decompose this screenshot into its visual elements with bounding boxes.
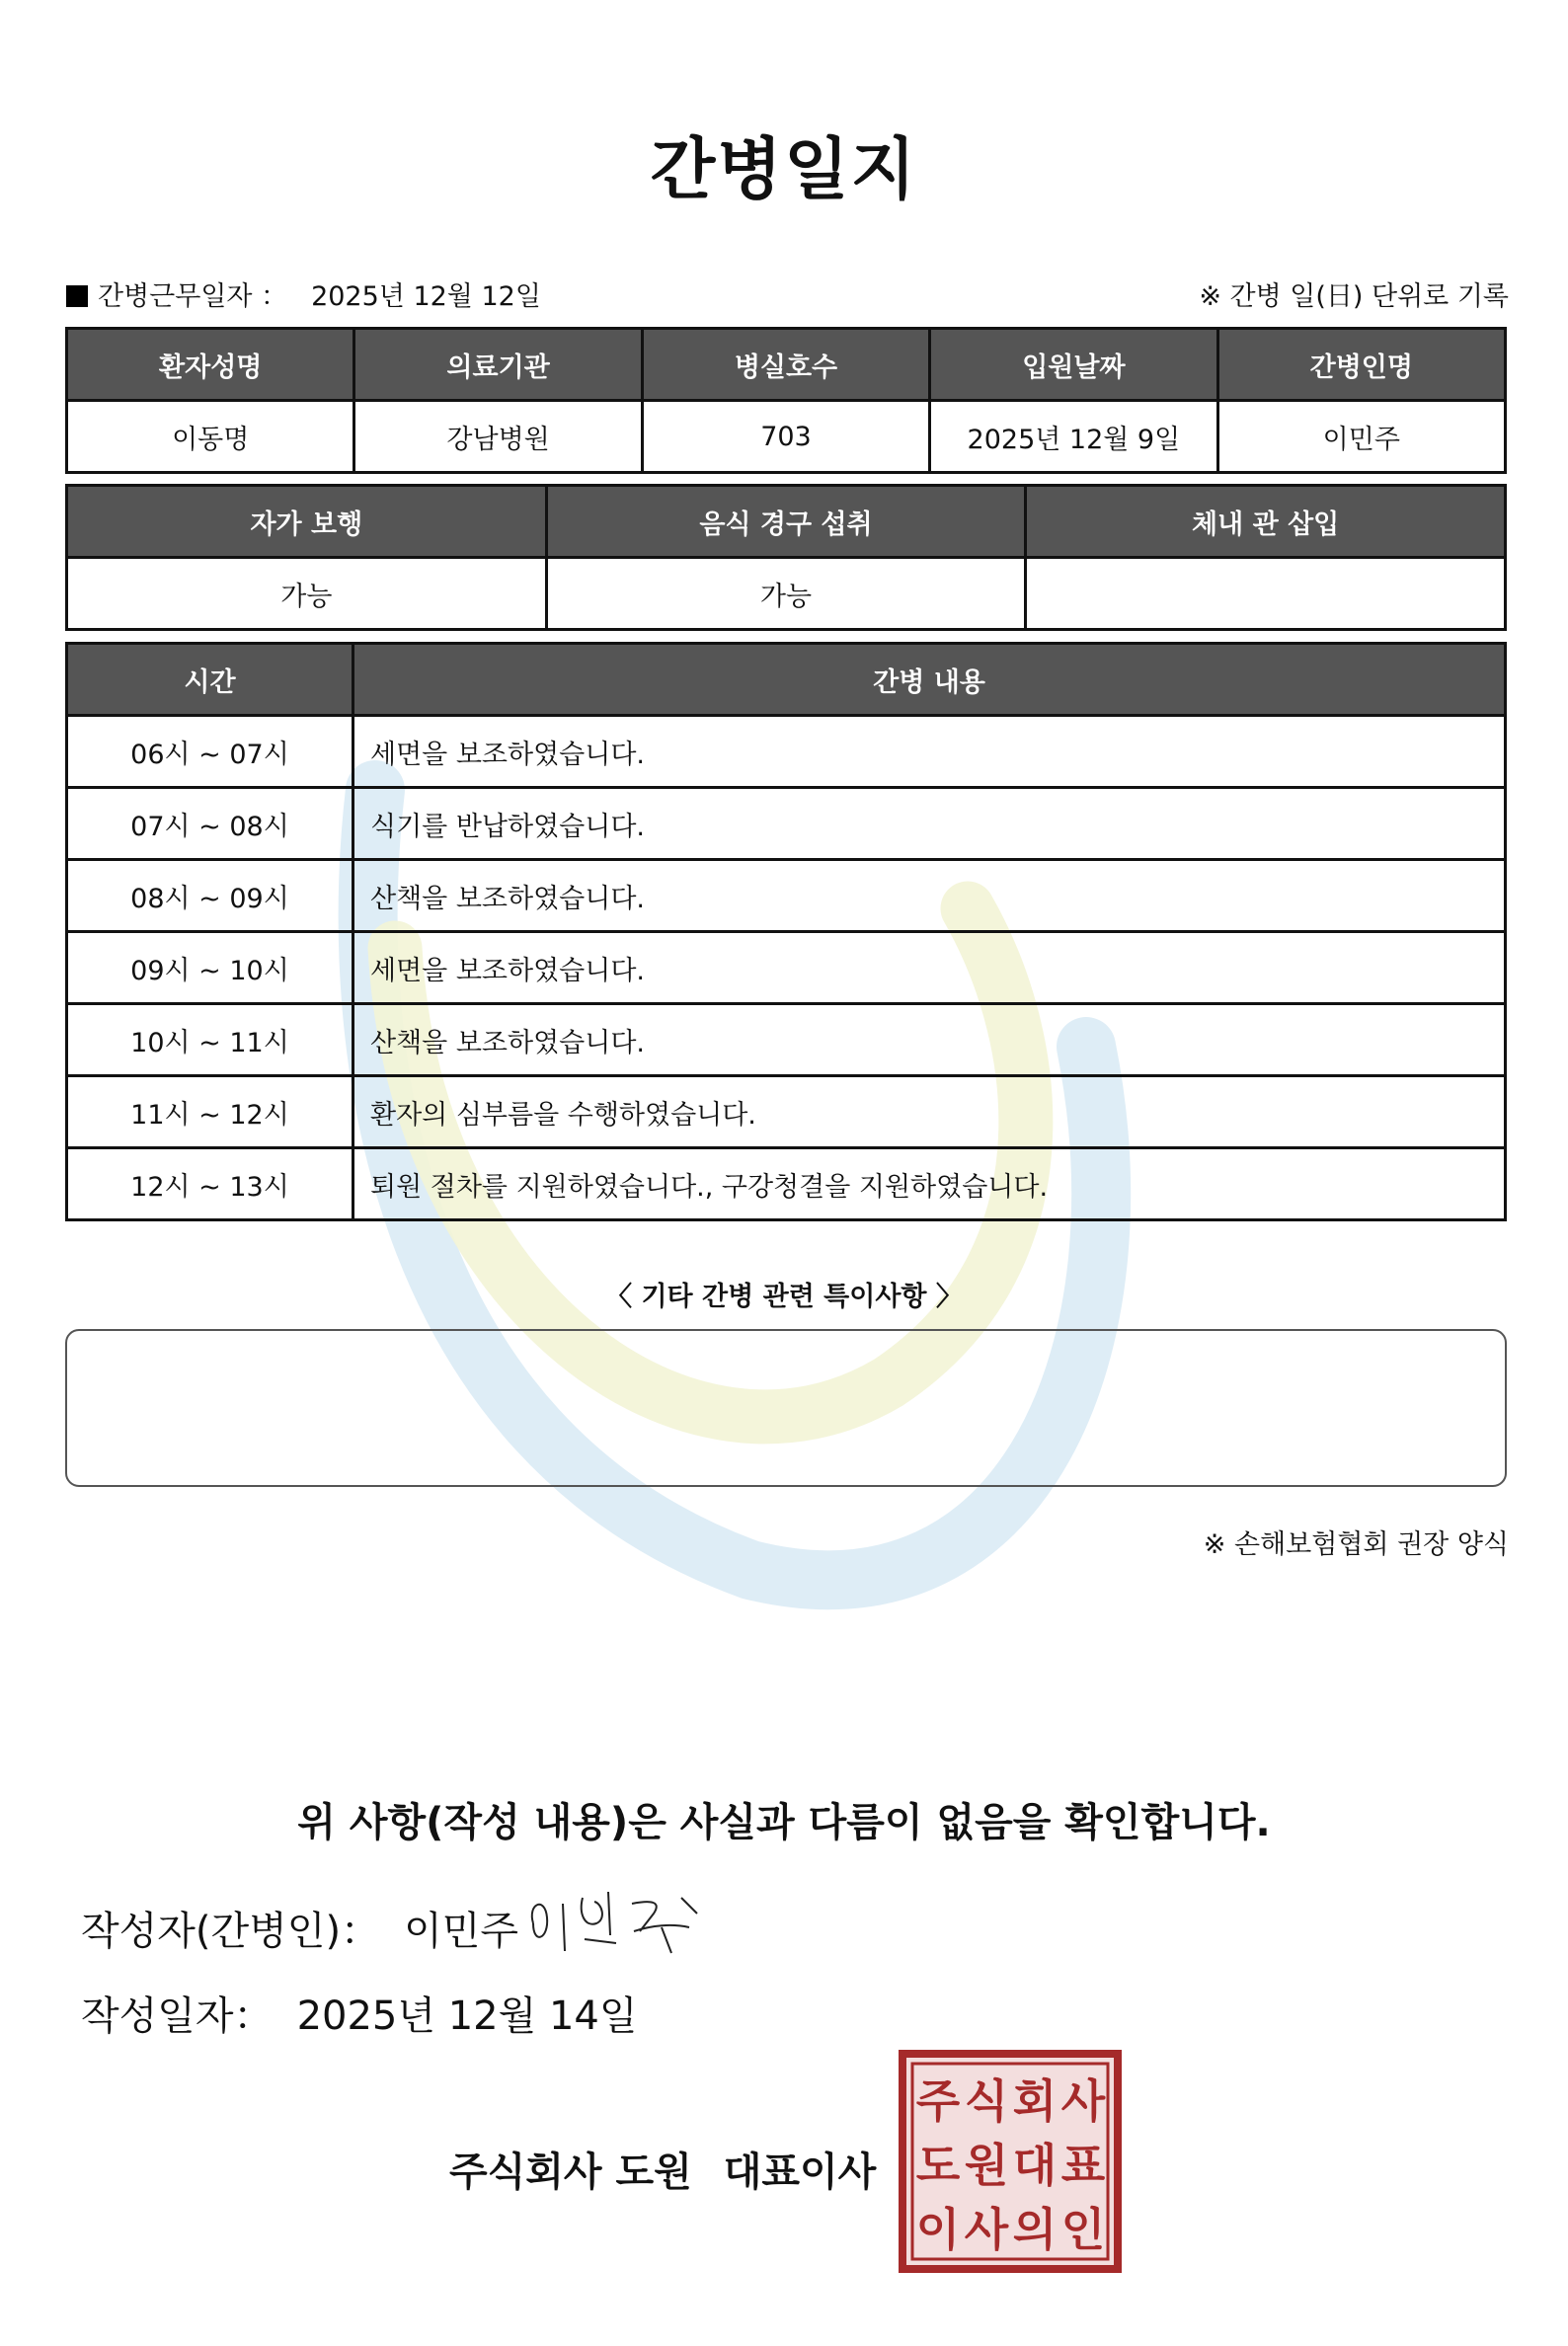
row-content: 식기를 반납하였습니다. bbox=[353, 788, 1506, 860]
svg-text:인: 인 bbox=[1060, 2203, 1106, 2256]
table-row bbox=[67, 1148, 1506, 1220]
table-row bbox=[67, 860, 1506, 932]
work-date-value: 2025년 12월 12일 bbox=[311, 281, 541, 312]
caregiver-name: 이민주 bbox=[1217, 401, 1505, 473]
header-hospital: 의료기관 bbox=[354, 329, 642, 401]
svg-text:식: 식 bbox=[964, 2074, 1009, 2128]
company-line bbox=[449, 2141, 876, 2197]
header-patient-name: 환자성명 bbox=[67, 329, 354, 401]
document-title: 간병일지 bbox=[650, 131, 918, 209]
company-name: 주식회사 도원 bbox=[449, 2150, 692, 2195]
write-date-label: 작성일자： bbox=[81, 1994, 274, 2039]
svg-text:회: 회 bbox=[1012, 2074, 1058, 2128]
writer-label: 작성자(간병인)： bbox=[81, 1909, 381, 1954]
table-row bbox=[67, 788, 1506, 860]
square-bullet-icon bbox=[66, 285, 88, 307]
header-room: 병실호수 bbox=[642, 329, 929, 401]
handwritten-signature bbox=[523, 1884, 721, 1963]
row-time: 11시 ~ 12시 bbox=[67, 1076, 353, 1148]
table-row bbox=[67, 716, 1506, 788]
row-time: 08시 ~ 09시 bbox=[67, 860, 353, 932]
svg-text:도: 도 bbox=[915, 2139, 961, 2192]
patient-info-table bbox=[65, 327, 1507, 474]
svg-text:대: 대 bbox=[1012, 2139, 1058, 2192]
table-row bbox=[67, 1004, 1506, 1076]
care-log-table bbox=[65, 642, 1507, 1221]
table-row bbox=[67, 1076, 1506, 1148]
header-care-content: 간병 내용 bbox=[353, 644, 1506, 716]
row-content: 환자의 심부름을 수행하였습니다. bbox=[353, 1076, 1506, 1148]
svg-text:이: 이 bbox=[915, 2203, 961, 2256]
write-date-value: 2025년 12월 14일 bbox=[296, 1994, 638, 2039]
row-content: 세면을 보조하였습니다. bbox=[353, 716, 1506, 788]
writer-name: 이민주 bbox=[404, 1909, 518, 1954]
row-time: 07시 ~ 08시 bbox=[67, 788, 353, 860]
company-title: 대표이사 bbox=[723, 2150, 877, 2195]
svg-text:사: 사 bbox=[964, 2203, 1009, 2256]
row-time: 09시 ~ 10시 bbox=[67, 932, 353, 1004]
tube-value bbox=[1026, 558, 1506, 630]
work-date-label: 간병근무일자 ： bbox=[98, 281, 288, 312]
svg-text:사: 사 bbox=[1060, 2074, 1106, 2128]
recommend-note: ※ 손해보험협회 권장 양식 bbox=[1203, 1529, 1509, 1560]
notes-title: 〈 기타 간병 관련 특이사항 〉 bbox=[605, 1282, 963, 1312]
confirmation-statement: 위 사항(작성 내용)은 사실과 다름이 없음을 확인합니다. bbox=[297, 1800, 1271, 1845]
row-time: 06시 ~ 07시 bbox=[67, 716, 353, 788]
company-seal bbox=[899, 2050, 1122, 2273]
walking-value: 가능 bbox=[67, 558, 547, 630]
svg-text:원: 원 bbox=[964, 2139, 1009, 2192]
header-oral-intake: 음식 경구 섭취 bbox=[546, 486, 1026, 558]
header-caregiver: 간병인명 bbox=[1217, 329, 1505, 401]
header-walking: 자가 보행 bbox=[67, 486, 547, 558]
header-tube: 체내 관 삽입 bbox=[1026, 486, 1506, 558]
writer-line bbox=[81, 1900, 518, 1956]
admit-date: 2025년 12월 9일 bbox=[930, 401, 1217, 473]
row-content: 퇴원 절차를 지원하였습니다., 구강청결을 지원하였습니다. bbox=[353, 1148, 1506, 1220]
row-content: 산책을 보조하였습니다. bbox=[353, 1004, 1506, 1076]
svg-text:표: 표 bbox=[1060, 2139, 1106, 2192]
header-time: 시간 bbox=[67, 644, 353, 716]
svg-text:주: 주 bbox=[915, 2074, 961, 2128]
room-number: 703 bbox=[642, 401, 929, 473]
header-admit-date: 입원날짜 bbox=[930, 329, 1217, 401]
oral-intake-value: 가능 bbox=[546, 558, 1026, 630]
unit-note: ※ 간병 일(日) 단위로 기록 bbox=[1199, 281, 1509, 312]
hospital-name: 강남병원 bbox=[354, 401, 642, 473]
patient-name: 이동명 bbox=[67, 401, 354, 473]
row-content: 세면을 보조하였습니다. bbox=[353, 932, 1506, 1004]
row-time: 12시 ~ 13시 bbox=[67, 1148, 353, 1220]
write-date-line bbox=[81, 1985, 638, 2041]
patient-status-table bbox=[65, 484, 1507, 631]
svg-text:의: 의 bbox=[1012, 2203, 1058, 2256]
table-row bbox=[67, 932, 1506, 1004]
notes-box bbox=[65, 1329, 1507, 1487]
work-date-line bbox=[66, 274, 541, 313]
row-content: 산책을 보조하였습니다. bbox=[353, 860, 1506, 932]
row-time: 10시 ~ 11시 bbox=[67, 1004, 353, 1076]
